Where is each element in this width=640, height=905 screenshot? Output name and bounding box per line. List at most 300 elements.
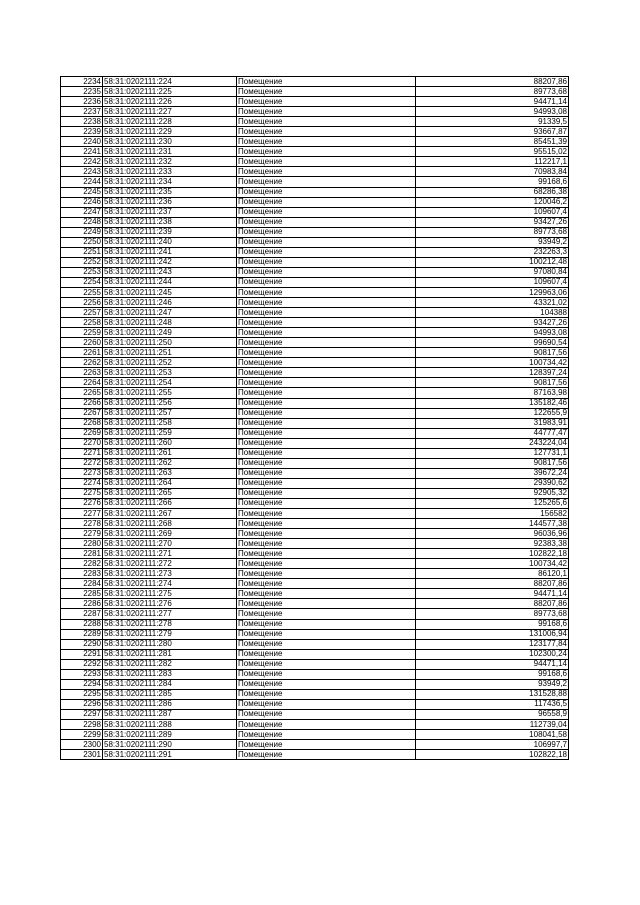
object-type-cell: Помещение xyxy=(237,77,416,87)
table-row xyxy=(61,669,569,679)
cadastral-number-cell: 58:31:0202111:261 xyxy=(103,448,237,458)
cadastral-number-cell: 58:31:0202111:224 xyxy=(103,77,237,87)
table-row xyxy=(61,679,569,689)
cadastral-number-cell: 58:31:0202111:259 xyxy=(103,428,237,438)
table-row xyxy=(61,87,569,97)
object-type-cell: Помещение xyxy=(237,529,416,539)
cadastral-value-cell: 44777,47 xyxy=(416,428,569,438)
table-row xyxy=(61,107,569,117)
table-row xyxy=(61,509,569,519)
cadastral-value-cell: 87163,98 xyxy=(416,388,569,398)
row-number-cell: 2279 xyxy=(61,529,103,539)
object-type-cell: Помещение xyxy=(237,217,416,227)
cadastral-number-cell: 58:31:0202111:266 xyxy=(103,498,237,508)
object-type-cell: Помещение xyxy=(237,267,416,277)
object-type-cell: Помещение xyxy=(237,488,416,498)
cadastral-number-cell: 58:31:0202111:262 xyxy=(103,458,237,468)
object-type-cell: Помещение xyxy=(237,298,416,308)
object-type-cell: Помещение xyxy=(237,398,416,408)
cadastral-number-cell: 58:31:0202111:229 xyxy=(103,127,237,137)
cadastral-number-cell: 58:31:0202111:235 xyxy=(103,187,237,197)
cadastral-value-cell: 91339,5 xyxy=(416,117,569,127)
object-type-cell: Помещение xyxy=(237,197,416,207)
cadastral-number-cell: 58:31:0202111:253 xyxy=(103,368,237,378)
cadastral-value-cell: 122655,9 xyxy=(416,408,569,418)
row-number-cell: 2249 xyxy=(61,227,103,237)
row-number-cell: 2254 xyxy=(61,277,103,287)
cadastral-value-cell: 243224,04 xyxy=(416,438,569,448)
cadastral-number-cell: 58:31:0202111:251 xyxy=(103,348,237,358)
cadastral-value-cell: 93427,26 xyxy=(416,318,569,328)
cadastral-number-cell: 58:31:0202111:249 xyxy=(103,328,237,338)
cadastral-value-cell: 156582 xyxy=(416,509,569,519)
cadastral-number-cell: 58:31:0202111:290 xyxy=(103,740,237,750)
object-type-cell: Помещение xyxy=(237,730,416,740)
row-number-cell: 2281 xyxy=(61,549,103,559)
object-type-cell: Помещение xyxy=(237,147,416,157)
row-number-cell: 2291 xyxy=(61,649,103,659)
object-type-cell: Помещение xyxy=(237,619,416,629)
cadastral-value-cell: 94471,14 xyxy=(416,589,569,599)
cadastral-value-cell: 90817,56 xyxy=(416,458,569,468)
cadastral-number-cell: 58:31:0202111:267 xyxy=(103,509,237,519)
cadastral-value-cell: 90817,56 xyxy=(416,378,569,388)
row-number-cell: 2280 xyxy=(61,539,103,549)
table-row xyxy=(61,740,569,750)
row-number-cell: 2295 xyxy=(61,689,103,699)
table-row xyxy=(61,257,569,267)
cadastral-value-cell: 232263,3 xyxy=(416,247,569,257)
cadastral-number-cell: 58:31:0202111:228 xyxy=(103,117,237,127)
cadastral-number-cell: 58:31:0202111:278 xyxy=(103,619,237,629)
object-type-cell: Помещение xyxy=(237,177,416,187)
row-number-cell: 2261 xyxy=(61,348,103,358)
row-number-cell: 2268 xyxy=(61,418,103,428)
table-row xyxy=(61,277,569,287)
cadastral-value-cell: 43321,02 xyxy=(416,298,569,308)
cadastral-value-cell: 94471,14 xyxy=(416,97,569,107)
cadastral-number-cell: 58:31:0202111:226 xyxy=(103,97,237,107)
cadastral-value-cell: 88207,86 xyxy=(416,77,569,87)
row-number-cell: 2275 xyxy=(61,488,103,498)
row-number-cell: 2243 xyxy=(61,167,103,177)
cadastral-number-cell: 58:31:0202111:254 xyxy=(103,378,237,388)
row-number-cell: 2287 xyxy=(61,609,103,619)
row-number-cell: 2253 xyxy=(61,267,103,277)
row-number-cell: 2259 xyxy=(61,328,103,338)
object-type-cell: Помещение xyxy=(237,498,416,508)
row-number-cell: 2286 xyxy=(61,599,103,609)
row-number-cell: 2299 xyxy=(61,730,103,740)
cadastral-value-cell: 102822,18 xyxy=(416,549,569,559)
object-type-cell: Помещение xyxy=(237,649,416,659)
cadastral-number-cell: 58:31:0202111:257 xyxy=(103,408,237,418)
row-number-cell: 2251 xyxy=(61,247,103,257)
table-row xyxy=(61,287,569,297)
cadastral-number-cell: 58:31:0202111:282 xyxy=(103,659,237,669)
row-number-cell: 2270 xyxy=(61,438,103,448)
cadastral-number-cell: 58:31:0202111:284 xyxy=(103,679,237,689)
cadastral-number-cell: 58:31:0202111:274 xyxy=(103,579,237,589)
cadastral-value-cell: 99168,6 xyxy=(416,619,569,629)
object-type-cell: Помещение xyxy=(237,167,416,177)
table-row xyxy=(61,478,569,488)
table-row xyxy=(61,298,569,308)
object-type-cell: Помещение xyxy=(237,549,416,559)
row-number-cell: 2242 xyxy=(61,157,103,167)
object-type-cell: Помещение xyxy=(237,438,416,448)
object-type-cell: Помещение xyxy=(237,157,416,167)
cadastral-value-cell: 102822,18 xyxy=(416,750,569,760)
row-number-cell: 2250 xyxy=(61,237,103,247)
row-number-cell: 2290 xyxy=(61,639,103,649)
row-number-cell: 2298 xyxy=(61,720,103,730)
table-row xyxy=(61,147,569,157)
table-row xyxy=(61,127,569,137)
cadastral-number-cell: 58:31:0202111:248 xyxy=(103,318,237,328)
cadastral-number-cell: 58:31:0202111:241 xyxy=(103,247,237,257)
table-row xyxy=(61,730,569,740)
row-number-cell: 2235 xyxy=(61,87,103,97)
object-type-cell: Помещение xyxy=(237,418,416,428)
object-type-cell: Помещение xyxy=(237,539,416,549)
table-row xyxy=(61,569,569,579)
object-type-cell: Помещение xyxy=(237,629,416,639)
cadastral-value-cell: 92905,32 xyxy=(416,488,569,498)
object-type-cell: Помещение xyxy=(237,368,416,378)
table-row xyxy=(61,167,569,177)
cadastral-number-cell: 58:31:0202111:287 xyxy=(103,709,237,719)
row-number-cell: 2297 xyxy=(61,709,103,719)
object-type-cell: Помещение xyxy=(237,358,416,368)
cadastral-number-cell: 58:31:0202111:245 xyxy=(103,287,237,297)
object-type-cell: Помещение xyxy=(237,348,416,358)
cadastral-value-cell: 94993,08 xyxy=(416,328,569,338)
cadastral-number-cell: 58:31:0202111:281 xyxy=(103,649,237,659)
cadastral-number-cell: 58:31:0202111:227 xyxy=(103,107,237,117)
cadastral-value-cell: 94471,14 xyxy=(416,659,569,669)
table-row xyxy=(61,649,569,659)
cadastral-value-cell: 31983,91 xyxy=(416,418,569,428)
table-row xyxy=(61,689,569,699)
row-number-cell: 2265 xyxy=(61,388,103,398)
object-type-cell: Помещение xyxy=(237,187,416,197)
object-type-cell: Помещение xyxy=(237,599,416,609)
table-row xyxy=(61,267,569,277)
cadastral-number-cell: 58:31:0202111:250 xyxy=(103,338,237,348)
cadastral-value-cell: 129963,06 xyxy=(416,287,569,297)
cadastral-value-cell: 100734,42 xyxy=(416,559,569,569)
table-row xyxy=(61,117,569,127)
object-type-cell: Помещение xyxy=(237,448,416,458)
object-type-cell: Помещение xyxy=(237,277,416,287)
table-row xyxy=(61,197,569,207)
object-type-cell: Помещение xyxy=(237,519,416,529)
cadastral-value-cell: 70983,84 xyxy=(416,167,569,177)
row-number-cell: 2301 xyxy=(61,750,103,760)
table-row xyxy=(61,720,569,730)
row-number-cell: 2260 xyxy=(61,338,103,348)
cadastral-value-cell: 144577,38 xyxy=(416,519,569,529)
object-type-cell: Помещение xyxy=(237,117,416,127)
table-row xyxy=(61,549,569,559)
cadastral-value-cell: 85451,39 xyxy=(416,137,569,147)
row-number-cell: 2277 xyxy=(61,509,103,519)
cadastral-value-cell: 128397,24 xyxy=(416,368,569,378)
object-type-cell: Помещение xyxy=(237,579,416,589)
cadastral-number-cell: 58:31:0202111:277 xyxy=(103,609,237,619)
table-body xyxy=(61,77,569,760)
cadastral-number-cell: 58:31:0202111:289 xyxy=(103,730,237,740)
row-number-cell: 2238 xyxy=(61,117,103,127)
cadastral-number-cell: 58:31:0202111:225 xyxy=(103,87,237,97)
object-type-cell: Помещение xyxy=(237,237,416,247)
cadastral-number-cell: 58:31:0202111:237 xyxy=(103,207,237,217)
object-type-cell: Помещение xyxy=(237,509,416,519)
row-number-cell: 2294 xyxy=(61,679,103,689)
cadastral-value-cell: 89773,68 xyxy=(416,87,569,97)
table-row xyxy=(61,458,569,468)
table-row xyxy=(61,629,569,639)
table-row xyxy=(61,619,569,629)
table-row xyxy=(61,699,569,709)
object-type-cell: Помещение xyxy=(237,679,416,689)
table-row xyxy=(61,438,569,448)
row-number-cell: 2288 xyxy=(61,619,103,629)
row-number-cell: 2266 xyxy=(61,398,103,408)
table-row xyxy=(61,639,569,649)
object-type-cell: Помещение xyxy=(237,127,416,137)
cadastral-value-cell: 100734,42 xyxy=(416,358,569,368)
table-row xyxy=(61,177,569,187)
cadastral-value-cell: 102300,24 xyxy=(416,649,569,659)
table-row xyxy=(61,398,569,408)
object-type-cell: Помещение xyxy=(237,609,416,619)
cadastral-number-cell: 58:31:0202111:258 xyxy=(103,418,237,428)
row-number-cell: 2296 xyxy=(61,699,103,709)
cadastral-value-cell: 99168,6 xyxy=(416,669,569,679)
cadastral-number-cell: 58:31:0202111:238 xyxy=(103,217,237,227)
row-number-cell: 2278 xyxy=(61,519,103,529)
object-type-cell: Помещение xyxy=(237,720,416,730)
row-number-cell: 2244 xyxy=(61,177,103,187)
cadastral-number-cell: 58:31:0202111:268 xyxy=(103,519,237,529)
cadastral-value-cell: 117436,5 xyxy=(416,699,569,709)
cadastral-value-cell: 109607,4 xyxy=(416,277,569,287)
cadastral-value-cell: 125265,6 xyxy=(416,498,569,508)
cadastral-number-cell: 58:31:0202111:275 xyxy=(103,589,237,599)
table-row xyxy=(61,358,569,368)
cadastral-value-cell: 135182,46 xyxy=(416,398,569,408)
cadastral-number-cell: 58:31:0202111:246 xyxy=(103,298,237,308)
row-number-cell: 2276 xyxy=(61,498,103,508)
row-number-cell: 2252 xyxy=(61,257,103,267)
row-number-cell: 2236 xyxy=(61,97,103,107)
cadastral-number-cell: 58:31:0202111:247 xyxy=(103,308,237,318)
row-number-cell: 2248 xyxy=(61,217,103,227)
row-number-cell: 2283 xyxy=(61,569,103,579)
cadastral-number-cell: 58:31:0202111:230 xyxy=(103,137,237,147)
cadastral-value-cell: 39672,24 xyxy=(416,468,569,478)
cadastral-value-cell: 120046,2 xyxy=(416,197,569,207)
cadastral-number-cell: 58:31:0202111:240 xyxy=(103,237,237,247)
row-number-cell: 2241 xyxy=(61,147,103,157)
cadastral-number-cell: 58:31:0202111:236 xyxy=(103,197,237,207)
row-number-cell: 2257 xyxy=(61,308,103,318)
cadastral-table xyxy=(60,76,569,760)
row-number-cell: 2282 xyxy=(61,559,103,569)
cadastral-number-cell: 58:31:0202111:239 xyxy=(103,227,237,237)
cadastral-value-cell: 92383,38 xyxy=(416,539,569,549)
object-type-cell: Помещение xyxy=(237,97,416,107)
cadastral-value-cell: 127731,1 xyxy=(416,448,569,458)
row-number-cell: 2274 xyxy=(61,478,103,488)
cadastral-number-cell: 58:31:0202111:256 xyxy=(103,398,237,408)
cadastral-number-cell: 58:31:0202111:270 xyxy=(103,539,237,549)
row-number-cell: 2240 xyxy=(61,137,103,147)
cadastral-value-cell: 100212,48 xyxy=(416,257,569,267)
table-row xyxy=(61,750,569,760)
object-type-cell: Помещение xyxy=(237,287,416,297)
cadastral-value-cell: 94993,08 xyxy=(416,107,569,117)
cadastral-number-cell: 58:31:0202111:260 xyxy=(103,438,237,448)
table-row xyxy=(61,77,569,87)
row-number-cell: 2272 xyxy=(61,458,103,468)
object-type-cell: Помещение xyxy=(237,378,416,388)
cadastral-value-cell: 93427,26 xyxy=(416,217,569,227)
cadastral-number-cell: 58:31:0202111:243 xyxy=(103,267,237,277)
row-number-cell: 2269 xyxy=(61,428,103,438)
cadastral-number-cell: 58:31:0202111:269 xyxy=(103,529,237,539)
row-number-cell: 2293 xyxy=(61,669,103,679)
table-row xyxy=(61,378,569,388)
cadastral-number-cell: 58:31:0202111:291 xyxy=(103,750,237,760)
row-number-cell: 2256 xyxy=(61,298,103,308)
row-number-cell: 2267 xyxy=(61,408,103,418)
cadastral-value-cell: 96036,96 xyxy=(416,529,569,539)
cadastral-value-cell: 123177,84 xyxy=(416,639,569,649)
cadastral-number-cell: 58:31:0202111:263 xyxy=(103,468,237,478)
cadastral-value-cell: 95515,02 xyxy=(416,147,569,157)
row-number-cell: 2247 xyxy=(61,207,103,217)
object-type-cell: Помещение xyxy=(237,468,416,478)
cadastral-value-cell: 106997,7 xyxy=(416,740,569,750)
table-row xyxy=(61,519,569,529)
table-row xyxy=(61,428,569,438)
row-number-cell: 2263 xyxy=(61,368,103,378)
cadastral-value-cell: 88207,86 xyxy=(416,579,569,589)
table-row xyxy=(61,559,569,569)
object-type-cell: Помещение xyxy=(237,338,416,348)
table-row xyxy=(61,348,569,358)
object-type-cell: Помещение xyxy=(237,669,416,679)
table-row xyxy=(61,599,569,609)
row-number-cell: 2273 xyxy=(61,468,103,478)
cadastral-number-cell: 58:31:0202111:252 xyxy=(103,358,237,368)
cadastral-value-cell: 96558,9 xyxy=(416,709,569,719)
table-row xyxy=(61,468,569,478)
object-type-cell: Помещение xyxy=(237,569,416,579)
object-type-cell: Помещение xyxy=(237,589,416,599)
object-type-cell: Помещение xyxy=(237,247,416,257)
row-number-cell: 2271 xyxy=(61,448,103,458)
cadastral-value-cell: 93667,87 xyxy=(416,127,569,137)
table-row xyxy=(61,709,569,719)
cadastral-number-cell: 58:31:0202111:276 xyxy=(103,599,237,609)
table-row xyxy=(61,318,569,328)
table-row xyxy=(61,589,569,599)
cadastral-value-cell: 89773,68 xyxy=(416,227,569,237)
table-row xyxy=(61,247,569,257)
object-type-cell: Помещение xyxy=(237,308,416,318)
cadastral-number-cell: 58:31:0202111:255 xyxy=(103,388,237,398)
table-row xyxy=(61,187,569,197)
cadastral-value-cell: 104388 xyxy=(416,308,569,318)
cadastral-value-cell: 99690,54 xyxy=(416,338,569,348)
table-row xyxy=(61,237,569,247)
table-row xyxy=(61,368,569,378)
table-row xyxy=(61,418,569,428)
cadastral-value-cell: 97080,84 xyxy=(416,267,569,277)
cadastral-value-cell: 99168,6 xyxy=(416,177,569,187)
cadastral-number-cell: 58:31:0202111:272 xyxy=(103,559,237,569)
cadastral-value-cell: 68286,38 xyxy=(416,187,569,197)
row-number-cell: 2245 xyxy=(61,187,103,197)
table-row xyxy=(61,488,569,498)
table-row xyxy=(61,217,569,227)
cadastral-value-cell: 93949,2 xyxy=(416,237,569,247)
table-row xyxy=(61,579,569,589)
object-type-cell: Помещение xyxy=(237,408,416,418)
table-row xyxy=(61,97,569,107)
cadastral-number-cell: 58:31:0202111:244 xyxy=(103,277,237,287)
cadastral-number-cell: 58:31:0202111:279 xyxy=(103,629,237,639)
table-row xyxy=(61,408,569,418)
table-row xyxy=(61,308,569,318)
object-type-cell: Помещение xyxy=(237,458,416,468)
object-type-cell: Помещение xyxy=(237,639,416,649)
table-row xyxy=(61,609,569,619)
cadastral-value-cell: 109607,4 xyxy=(416,207,569,217)
table-row xyxy=(61,157,569,167)
row-number-cell: 2262 xyxy=(61,358,103,368)
cadastral-value-cell: 29390,62 xyxy=(416,478,569,488)
table-row xyxy=(61,207,569,217)
row-number-cell: 2246 xyxy=(61,197,103,207)
object-type-cell: Помещение xyxy=(237,740,416,750)
cadastral-number-cell: 58:31:0202111:273 xyxy=(103,569,237,579)
cadastral-value-cell: 112217,1 xyxy=(416,157,569,167)
object-type-cell: Помещение xyxy=(237,137,416,147)
cadastral-number-cell: 58:31:0202111:288 xyxy=(103,720,237,730)
row-number-cell: 2237 xyxy=(61,107,103,117)
row-number-cell: 2258 xyxy=(61,318,103,328)
cadastral-value-cell: 88207,86 xyxy=(416,599,569,609)
table-row xyxy=(61,659,569,669)
object-type-cell: Помещение xyxy=(237,107,416,117)
cadastral-value-cell: 108041,58 xyxy=(416,730,569,740)
cadastral-number-cell: 58:31:0202111:286 xyxy=(103,699,237,709)
cadastral-number-cell: 58:31:0202111:231 xyxy=(103,147,237,157)
table-row xyxy=(61,498,569,508)
cadastral-value-cell: 131006,94 xyxy=(416,629,569,639)
cadastral-number-cell: 58:31:0202111:280 xyxy=(103,639,237,649)
row-number-cell: 2239 xyxy=(61,127,103,137)
table-row xyxy=(61,448,569,458)
row-number-cell: 2285 xyxy=(61,589,103,599)
table-row xyxy=(61,137,569,147)
object-type-cell: Помещение xyxy=(237,709,416,719)
